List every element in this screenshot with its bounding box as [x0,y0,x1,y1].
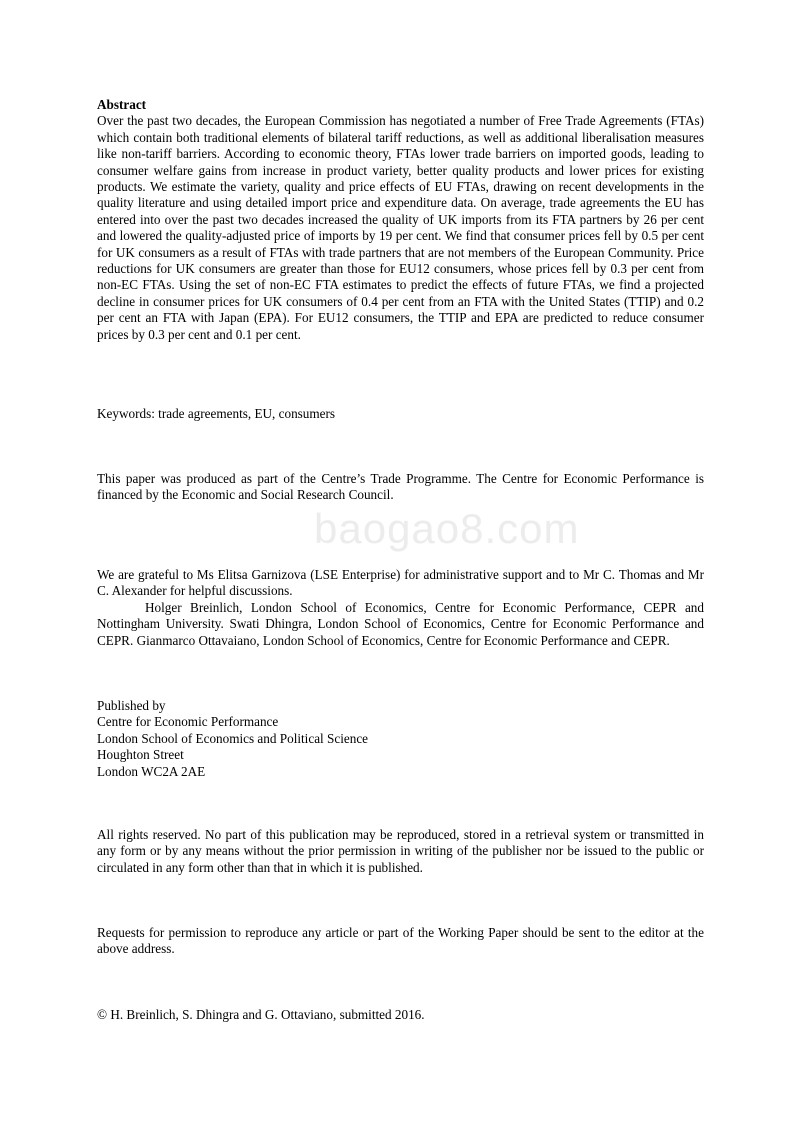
abstract-heading: Abstract [97,97,147,112]
publisher-address [97,698,704,780]
acknowledgements-thanks: We are grateful to Ms Elitsa Garnizova (LSE Enterprise) for administrative support and to Mr C. Thomas and Mr C. Alexander for helpful discussions. [97,567,704,599]
permissions-notice: Requests for permission to reproduce any article or part of the Working Paper should be sent to the editor at the above address. [97,925,704,957]
keywords: Keywords: trade agreements, EU, consumers [97,406,336,421]
acknowledgements-section [97,567,704,649]
rights-notice: All rights reserved. No part of this publication may be reproduced, stored in a retrieval system or transmitted in any form or by any means without the prior permission in writing of the publisher nor be issued to the public or circulated in any form other than that in which it is published. [97,827,704,875]
publisher-line: Published by [97,698,166,713]
author-affiliations: Holger Breinlich, London School of Economics, Centre for Economic Performance, CEPR and Nottingham University. Swati Dhingra, London School of Economics, Centre for Economic Performance and CEPR. Gianmarco Ottavaiano, London School of Economics, Centre for Economic Performance and CEPR. [97,599,704,648]
publisher-line: Centre for Economic Performance [97,714,279,730]
publisher-line: Houghton Street [97,747,184,763]
publisher-line: London WC2A 2AE [97,763,206,779]
copyright-notice: © H. Breinlich, S. Dhingra and G. Ottaviano, submitted 2016. [97,1007,425,1022]
abstract-section [97,97,704,343]
publisher-line: London School of Economics and Political Science [97,730,369,746]
watermark: baogao8.com [314,505,580,552]
abstract-body: Over the past two decades, the European Commission has negotiated a number of Free Trade Agreements (FTAs) which contain both traditional elements of bilateral tariff reductions, as well as additional liberalisation measures like non-tariff barriers. According to economic theory, FTAs lower trade barriers on imported goods, leading to consumer welfare gains from increase in product variety, better quality products and lower prices for existing products. We estimate the variety, quality and price effects of EU FTAs, drawing on recent developments in the quality literature and using detailed import price and expenditure data. On average, trade agreements the EU has entered into over the past two decades increased the quality of UK imports from its FTA partners by 26 per cent and lowered the quality-adjusted price of imports by 19 per cent. We find that consumer prices fell by 0.5 per cent for UK consumers as a result of FTAs with trade partners that are not members of the European Community. Price reductions for UK consumers are greater than those for EU12 consumers, whose prices fell by 0.3 per cent from non-EC FTAs. Using the set of non-EC FTA estimates to predict the effects of future FTAs, we find a projected decline in consumer prices for UK consumers of 0.4 per cent from an FTA with the United States (TTIP) and 0.2 per cent an FTA with Japan (EPA). For EU12 consumers, the TTIP and EPA are predicted to reduce consumer prices by 0.3 per cent and 0.1 per cent. [97,113,704,342]
programme-note: This paper was produced as part of the Centre’s Trade Programme. The Centre for Economic Performance is financed by the Economic and Social Research Council. [97,471,704,503]
